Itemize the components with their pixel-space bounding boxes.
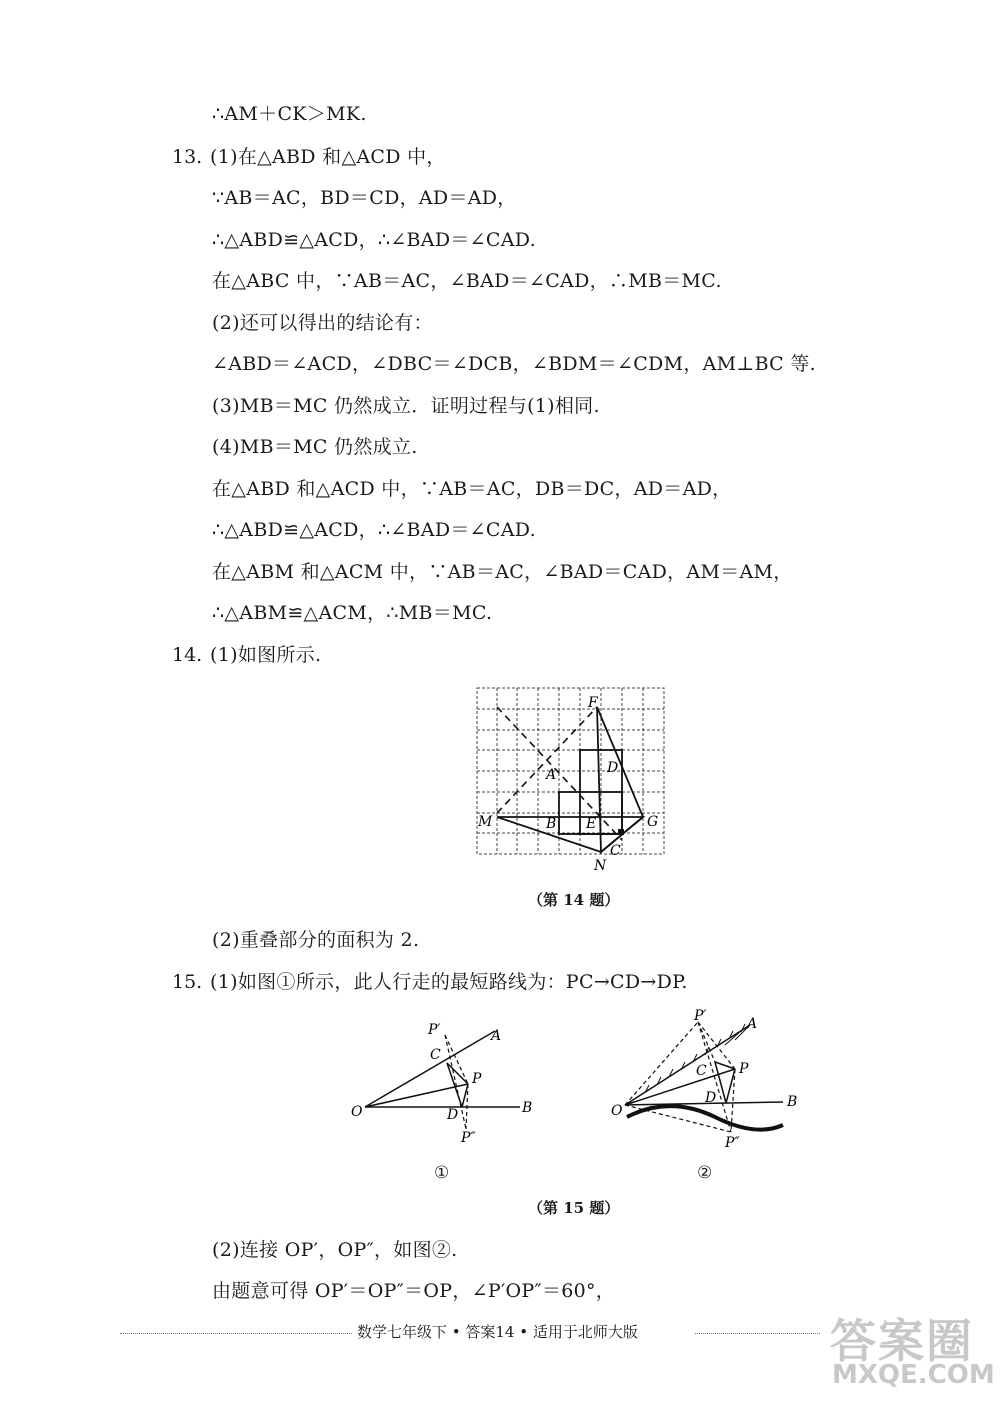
- label-C: C: [430, 1047, 441, 1063]
- line-3: ∵AB＝AC，BD＝CD，AD＝AD，: [212, 187, 517, 209]
- figure-15-1: [345, 1018, 545, 1148]
- line-11: ∴△ABD≌△ACD，∴∠BAD＝∠CAD.: [212, 519, 536, 541]
- line-5: 在△ABC 中，∵AB＝AC，∠BAD＝∠CAD，∴MB＝MC.: [212, 270, 722, 292]
- point-mark: [618, 829, 624, 835]
- label-B: B: [522, 1100, 533, 1116]
- label-B: B: [546, 816, 557, 832]
- question-number-14: 14.: [172, 644, 203, 666]
- footer-rule-right: [695, 1333, 820, 1334]
- ray-ob: [625, 1102, 783, 1105]
- figure-label-1: ①: [434, 1163, 450, 1183]
- segment-dp: [462, 1084, 468, 1107]
- figure-15-2: [605, 1005, 815, 1155]
- watermark-url: MXQE.COM: [832, 1360, 995, 1390]
- label-G: G: [647, 814, 659, 830]
- segment-op: [365, 1084, 468, 1107]
- line-7: ∠ABD＝∠ACD，∠DBC＝∠DCB，∠BDM＝∠CDM，AM⊥BC 等.: [212, 353, 816, 375]
- ray-oa: [365, 1031, 495, 1107]
- page-footer: 数学七年级下 • 答案14 • 适用于北师大版: [357, 1323, 638, 1341]
- river-curve: [627, 1106, 783, 1130]
- label-P: P: [472, 1071, 482, 1087]
- label-M: M: [478, 814, 493, 830]
- label-D: D: [705, 1090, 717, 1106]
- line-1: ∴AM＋CK＞MK.: [212, 103, 367, 125]
- label-D: D: [447, 1107, 459, 1123]
- line-2: (1)在△ABD 和△ACD 中，: [210, 146, 446, 168]
- label-A: A: [747, 1016, 758, 1032]
- line-10: 在△ABD 和△ACD 中，∵AB＝AC，DB＝DC，AD＝AD，: [212, 478, 732, 500]
- label-P: P: [739, 1061, 749, 1077]
- line-8: (3)MB＝MC 仍然成立．证明过程与(1)相同.: [212, 395, 600, 417]
- label-B: B: [787, 1094, 798, 1110]
- label-C: C: [610, 843, 621, 859]
- ray-oa: [625, 1025, 750, 1105]
- dashed-line-p1-p: [445, 1035, 468, 1084]
- line-12: 在△ABM 和△ACM 中，∵AB＝AC，∠BAD＝CAD，AM＝AM，: [212, 561, 793, 583]
- grid-border: [477, 688, 664, 854]
- label-A: A: [546, 767, 557, 783]
- line-4: ∴△ABD≌△ACD，∴∠BAD＝∠CAD.: [212, 229, 536, 251]
- label-C: C: [696, 1063, 707, 1079]
- line-17: (2)连接 OP′，OP″，如图②.: [212, 1239, 458, 1261]
- label-D: D: [607, 760, 619, 776]
- label-A: A: [491, 1028, 502, 1044]
- question-number-15: 15.: [172, 971, 203, 993]
- caption-figure-15: （第 15 题）: [528, 1199, 620, 1217]
- label-O: O: [611, 1103, 623, 1119]
- label-P-double-prime: P″: [461, 1130, 476, 1146]
- watermark-logo: 答案圈: [830, 1314, 974, 1368]
- line-14: (1)如图所示.: [210, 644, 322, 666]
- figure-label-2: ②: [697, 1163, 713, 1183]
- footer-rule-left: [120, 1333, 352, 1334]
- figure-14: [470, 682, 670, 872]
- line-13: ∴△ABM≌△ACM，∴MB＝MC.: [212, 602, 493, 624]
- line-18: 由题意可得 OP′＝OP″＝OP，∠P′OP″＝60°，: [212, 1280, 616, 1302]
- label-P-prime: P′: [694, 1008, 707, 1024]
- line-16: (1)如图①所示，此人行走的最短路线为：PC→CD→DP.: [210, 971, 688, 993]
- line-15: (2)重叠部分的面积为 2.: [212, 929, 420, 951]
- line-9: (4)MB＝MC 仍然成立.: [212, 436, 418, 458]
- label-P-double-prime: P″: [725, 1135, 740, 1151]
- label-N: N: [594, 858, 607, 872]
- caption-figure-14: （第 14 题）: [528, 891, 620, 909]
- segment-pc: [715, 1062, 735, 1069]
- label-P-prime: P′: [428, 1022, 441, 1038]
- question-number-13: 13.: [172, 146, 203, 168]
- line-6: (2)还可以得出的结论有：: [212, 312, 433, 334]
- label-F: F: [588, 695, 598, 711]
- grid: [477, 688, 664, 854]
- label-E: E: [586, 816, 597, 832]
- label-O: O: [351, 1104, 363, 1120]
